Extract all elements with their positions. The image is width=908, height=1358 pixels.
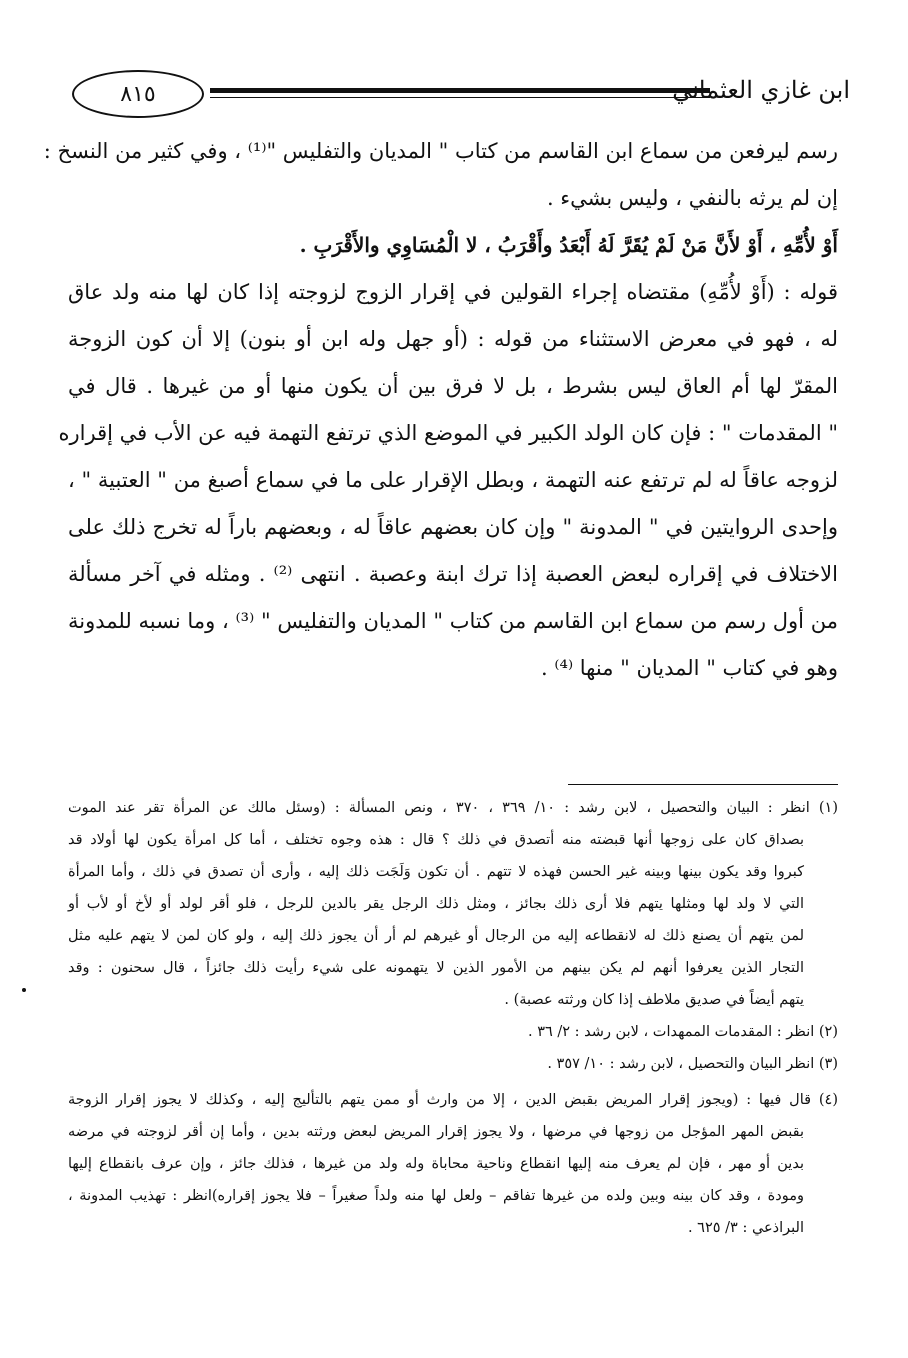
footnote-line: كبروا وقد يكون بينها وبينه غير الحسن فهذه لا تتهم . أن تكون وَلَجَت ذلك إليه ، وأرى أن تصدق في ذلك ، وأما المرأة xyxy=(68,864,804,880)
footnote-line: (٤) قال فيها : (ويجوز إقرار المريض بقبض الدين ، إلا من وارث أو ممن يتهم بالتأليج إليه ، وكذلك لا يجوز إقرار الزوجة xyxy=(68,1092,838,1108)
text-line: الاختلاف في إقراره لبعض العصبة إذا ترك ابنة وعصبة . انتهى ⁽²⁾ . ومثله في آخر مسألة xyxy=(68,562,838,586)
text-line: قوله : (أَوْ لأُمِّهِ) مقتضاه إجراء القولين في إقرار الزوج لزوجته إذا كان لها منه ولد عاق xyxy=(68,280,838,304)
footnote-line: لمن يتهم أن يصنع ذلك له لانقطاعه إليه من الرجال أو غيرهم لم أر أن يجوز ذلك إليه ، ولو كان لمن لا يتهم عليه مثل xyxy=(68,928,804,944)
text-line: إن لم يرثه بالنفي ، وليس بشيء . xyxy=(546,186,838,210)
footnote-line: بصداق كان على زوجها أنها قبضته منه أتصدق في ذلك ؟ قال : هذه وجوه تختلف ، أما كل امرأة يكون لها أولاد قد xyxy=(68,832,804,848)
matn-heading: أَوْ لأُمِّهِ ، أَوْ لأَنَّ مَنْ لَمْ يُقَرَّ لَهُ أَبْعَدُ وأَقْرَبُ ، لا الْمُسَاوِي والأَقْرَبِ . xyxy=(299,233,838,257)
text-line: له ، فهو في معرض الاستثناء من قوله : (أو جهل وله ابن أو بنون) إلا أن كون الزوجة xyxy=(68,327,838,351)
text-line: وإحدى الروايتين في " المدونة " وإن كان بعضهم عاقاً له ، وبعضهم باراً له تخرج ذلك على xyxy=(68,515,838,539)
scan-speck xyxy=(22,988,26,992)
footnote-line: ومودة ، وقد كان بينه وبين ولده من غيرها تفاقم – ولعل لها منه ولداً صغيراً – فلا يجوز إقراره)انظر : تهذيب المدونة ، xyxy=(68,1188,804,1204)
footnote-line: (١) انظر : البيان والتحصيل ، لابن رشد : ١٠/ ٣٦٩ ، ٣٧٠ ، ونص المسألة : (وسئل مالك عن المرأة تقر عند الموت xyxy=(68,800,838,816)
footnote-line: (٣) انظر البيان والتحصيل ، لابن رشد : ١٠/ ٣٥٧ . xyxy=(547,1056,838,1072)
footnote-line: بدين أو مهر ، فإن لم يعرف منه إليها انقطاع وناحية محاباة وله ولد من غيرها ، فذلك جائز ، وإن عرف بانقطاع إليها xyxy=(68,1156,804,1172)
footnote-line: بقبض المهر المؤجل من زوجها في مرضها ، ولا يجوز إقرار المريض لبعض ورثته بدين ، وأما إن أقر لزوجته في مرضه xyxy=(68,1124,804,1140)
footnote-line: التي لا ولد لها ومثلها يتهم فلا أرى ذلك بجائز ، ومثل ذلك الرجل يقر بالدين للرجل ، فلو أقر لولد أو لأخ أو لأب أو xyxy=(68,896,804,912)
text-line: المقرّ لها أم العاق ليس بشرط ، بل لا فرق بين أن يكون منها أو من غيرها . قال في xyxy=(68,374,838,398)
text-line: " المقدمات " : فإن كان الولد الكبير في الموضع الذي ترتفع التهمة فيه عن الأب في إقراره xyxy=(58,421,838,445)
running-title: ابن غازي العثماني xyxy=(672,76,850,104)
footnotes xyxy=(68,792,838,1244)
footnote-line: التجار الذين يعرفوا أنهم لم يكن بينهم من الأمور الذين لا يتهمونه على شيء رأيت ذلك جائزاً ، قال سحنون : وقد xyxy=(68,960,804,976)
header-rule-thin xyxy=(210,97,710,98)
text-line: وهو في كتاب " المديان " منها ⁽⁴⁾ . xyxy=(541,656,838,680)
running-header xyxy=(60,64,850,124)
footnote-separator xyxy=(568,784,838,785)
page-number: ٨١٥ xyxy=(72,70,204,118)
text-line: لزوجه عاقاً له لم ترتفع عنه التهمة ، وبطل الإقرار على ما في سماع أصبغ من " العتبية " ، xyxy=(68,468,838,492)
footnote-line: البراذعي : ٣/ ٦٢٥ . xyxy=(687,1220,804,1236)
main-text xyxy=(43,128,838,692)
text-line: رسم ليرفعن من سماع ابن القاسم من كتاب " المديان والتفليس "⁽¹⁾ ، وفي كثير من النسخ : xyxy=(43,139,838,163)
text-line: من أول رسم من سماع ابن القاسم من كتاب " المديان والتفليس " ⁽³⁾ ، وما نسبه للمدونة xyxy=(68,609,838,633)
header-rule xyxy=(210,88,710,93)
footnote-line: (٢) انظر : المقدمات الممهدات ، لابن رشد : ٢/ ٣٦ . xyxy=(527,1024,838,1040)
footnote-line: يتهم أيضاً في صديق ملاطف إذا كان ورثته عصبة) . xyxy=(504,992,804,1008)
